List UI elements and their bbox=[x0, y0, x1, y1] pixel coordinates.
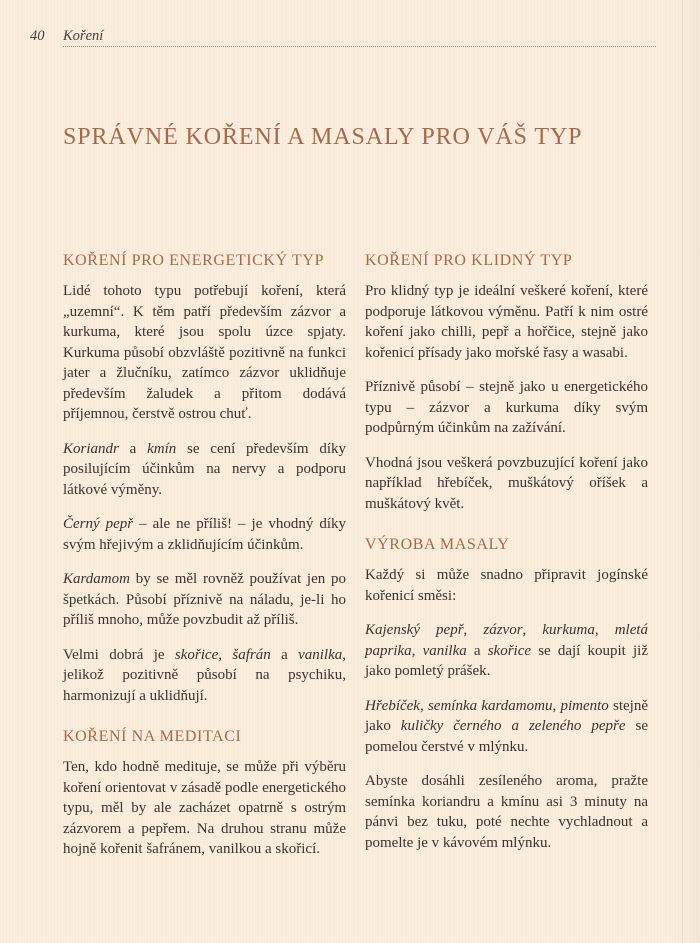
body-paragraph: Pro klidný typ je ideální veškeré koření, které podporuje látkovou výměnu. Patří k nim ostré koření jako chilli, pepř a hořčice, stejně jako kořenicí přísady jako mořské řasy a wasabi. bbox=[365, 283, 648, 361]
body-paragraph: Hřebíček, semínka kardamomu, pimento stejně jako kuličky černého a zeleného pepře se pomelou čerstvé v mlýnku. bbox=[365, 697, 649, 755]
body-paragraph: Ten, kdo hodně medituje, se může při výběru koření orientovat v zásadě podle energetického typu, měl by ale zacházet opatrně s ostrým zázvorem a pepřem. Na druhou stranu může hojně kořenit šafránem, vanilkou a skořicí. bbox=[63, 759, 346, 857]
text-columns bbox=[63, 252, 648, 874]
section-heading: VÝROBA MASALY bbox=[365, 536, 510, 553]
section-heading: KOŘENÍ NA MEDITACI bbox=[63, 728, 242, 745]
body-paragraph: Abyste dosáhli zesíleného aroma, pražte semínka koriandru a kmínu asi 3 minuty na pánvi bez tuku, poté nechte vychladnout a pomelte je v kávovém mlýnku. bbox=[365, 773, 648, 851]
column-right bbox=[365, 252, 648, 874]
page-title: SPRÁVNÉ KOŘENÍ A MASALY PRO VÁŠ TYP bbox=[63, 124, 583, 150]
body-paragraph: Koriandr a kmín se cení především díky posilujícím účinkům na nervy a podporu látkové výměny. bbox=[63, 440, 346, 498]
page-number: 40 bbox=[30, 28, 45, 44]
body-paragraph: Kajenský pepř, zázvor, kurkuma, mletá paprika, vanilka a skořice se dají koupit již jako pomletý prášek. bbox=[365, 622, 649, 679]
body-paragraph: Lidé tohoto typu potřebují koření, která „uzemní“. K těm patří především zázvor a kurkuma, které jsou spolu úzce spjaty. Kurkuma působí obzvláště pozitivně na funkci jater a žlučníku, zatímco zázvor uklidňuje především žaludek a přitom dodává příjemnou, čerstvě ostrou chuť. bbox=[63, 283, 346, 422]
section-heading: KOŘENÍ PRO KLIDNÝ TYP bbox=[365, 252, 573, 269]
page-edge-line bbox=[682, 0, 683, 943]
header-dotted-rule bbox=[63, 46, 656, 47]
body-paragraph: Příznivě působí – stejně jako u energetického typu – zázvor a kurkuma díky svým podpůrným účinkům na zažívání. bbox=[365, 379, 648, 436]
section-heading: KOŘENÍ PRO ENERGETICKÝ TYP bbox=[63, 252, 325, 269]
column-left bbox=[63, 252, 346, 874]
body-paragraph: Velmi dobrá je skořice, šafrán a vanilka, jelikož pozitivně působí na psychiku, harmonizují a uklidňují. bbox=[63, 646, 346, 704]
page-edge-shade bbox=[678, 0, 700, 943]
body-paragraph: Každý si může snadno připravit jogínské kořenicí směsi: bbox=[365, 567, 648, 604]
body-paragraph: Vhodná jsou veškerá povzbuzující koření jako například hřebíček, muškátový oříšek a muškátový květ. bbox=[365, 454, 648, 512]
body-paragraph: Černý pepř – ale ne příliš! – je vhodný díky svým hřejivým a zklidňujícím účinkům. bbox=[63, 516, 346, 553]
body-paragraph: Kardamom by se měl rovněž používat jen po špetkách. Působí příznivě na náladu, je-li ho příliš mnoho, může povzbudit až příliš. bbox=[63, 571, 346, 628]
running-head: Koření bbox=[63, 28, 104, 44]
